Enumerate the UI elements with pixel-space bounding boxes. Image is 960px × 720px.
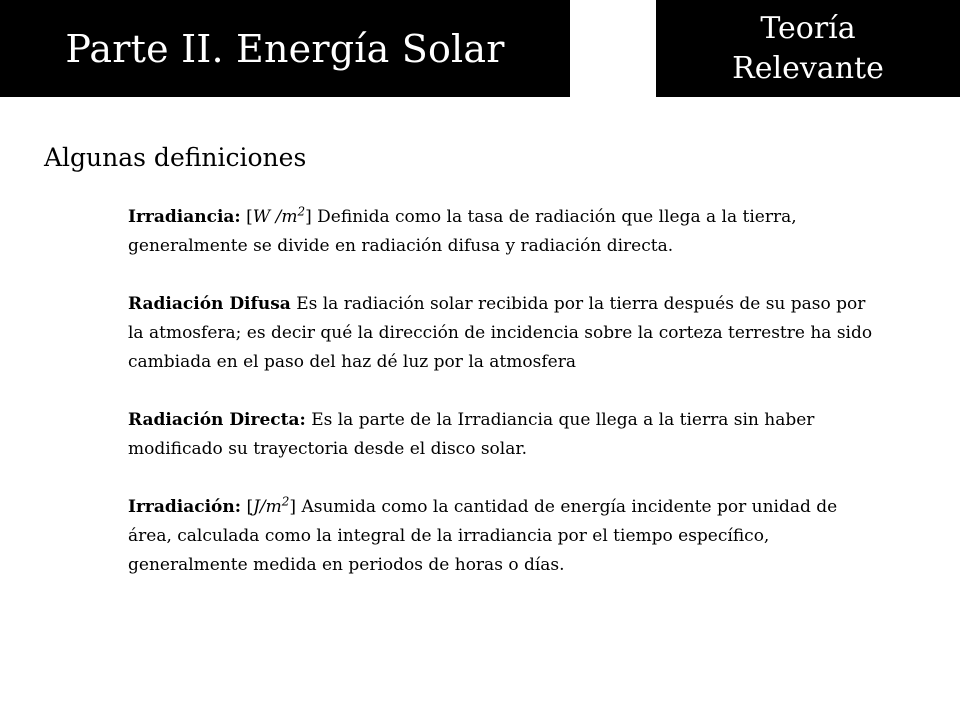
definition-term: Radiación Directa:: [128, 410, 306, 430]
topic-tag-line-2: Relevante: [732, 50, 884, 86]
definition-term: Radiación Difusa: [128, 294, 291, 314]
definition-unit: $[J/m^2]$: [246, 494, 297, 517]
definition-unit: [W $/m^2$]: [246, 204, 312, 227]
topic-tag-banner: [656, 0, 960, 97]
topic-tag-line-1: Teoría: [760, 10, 856, 46]
definition-text: Es la radiación solar recibida por la tierra después de su paso por la atmosfera; es decir qué la dirección de incidencia sobre la corteza terrestre ha sido cambiada en el paso del haz dé luz por la atmosfera: [128, 294, 873, 372]
unit-exponent: 2: [281, 494, 290, 509]
title-banner: [0, 0, 570, 97]
definition-radiacion-directa: [128, 406, 873, 464]
definition-text: Definida como la tasa de radiación que llega a la tierra, generalmente se divide en radiación difusa y radiación directa.: [128, 207, 797, 256]
definition-radiacion-difusa: [128, 290, 873, 377]
section-heading: Algunas definiciones: [44, 143, 307, 172]
definition-term: Irradiación:: [128, 497, 242, 517]
definition-irradiancia: [128, 203, 873, 261]
definition-text: Es la parte de la Irradiancia que llega a la tierra sin haber modificado su trayectoria desde el disco solar.: [128, 410, 815, 459]
unit-base: W /m: [252, 207, 298, 227]
unit-base: J/m: [253, 497, 282, 517]
definitions-list: [128, 203, 873, 580]
definition-term: Irradiancia:: [128, 207, 241, 227]
slide-title: Parte II. Energía Solar: [65, 26, 505, 71]
definition-irradiacion: [128, 493, 873, 580]
unit-exponent: 2: [297, 204, 306, 219]
definition-text: Asumida como la cantidad de energía incidente por unidad de área, calculada como la integral de la irradiancia por el tiempo específico, generalmente medida en periodos de horas o días.: [128, 497, 838, 575]
